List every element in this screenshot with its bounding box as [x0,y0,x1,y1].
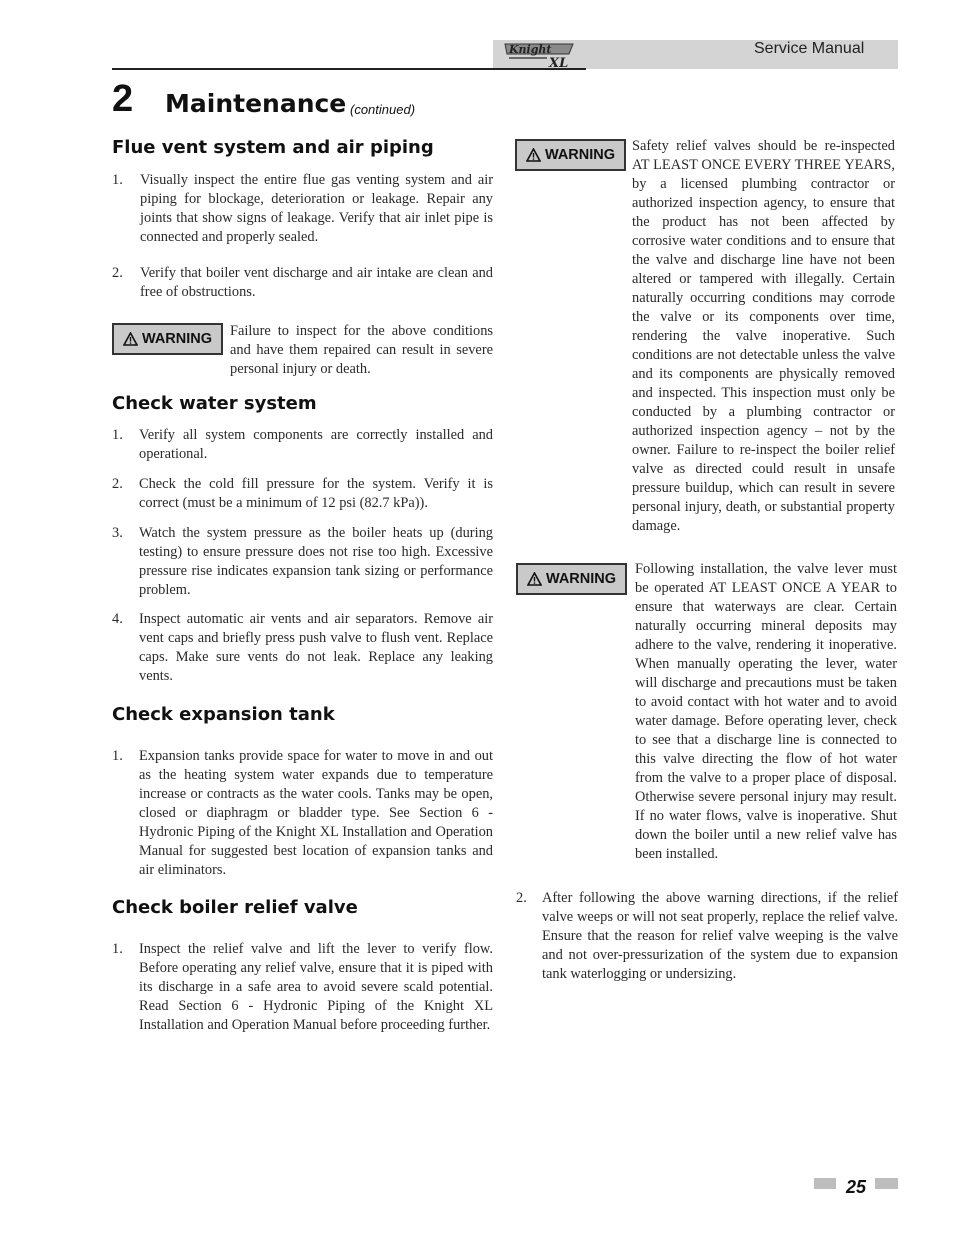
warning-text-valve-lever: Following installation, the valve lever must be operated AT LEAST ONCE A YEAR to ensure that waterways are clear. Certain naturally occurring mineral deposits may adhere to the valve, rendering it inoperative. When manually operating the lever, water will discharge and precautions must be taken to avoid contact with hot water and to avoid water damage. Before operating lever, check to see that a discharge line is connected to this valve directing the flow of hot water from the valve to a proper place of disposal. Otherwise severe personal injury may result. If no water flows, valve is inoperative. Shut down the boiler until a new relief valve has been installed. [635,561,897,862]
page-number: 25 [846,1177,867,1197]
heading-relief-valve: Check boiler relief valve [112,897,358,918]
list-number: 1. [112,748,123,764]
list-number: 2. [112,265,123,281]
svg-text:XL: XL [549,56,569,69]
warning-badge [516,563,627,595]
list-item: Visually inspect the entire flue gas venting system and air piping for blockage, deterioration or leakage. Repair any joints that show signs of leakage. Verify that air inlet pipe is connected and properly sealed. [140,172,493,245]
chapter-title: Maintenance [165,89,347,118]
list-item: Verify that boiler vent discharge and air intake are clean and free of obstructions. [140,265,493,300]
heading-flue-vent: Flue vent system and air piping [112,137,434,158]
heading-expansion-tank: Check expansion tank [112,704,335,725]
service-manual-label: Service Manual [754,40,865,57]
list-item: Inspect the relief valve and lift the lever to verify flow. Before operating any relief valve, ensure that it is piped with its discharge in a safe area to avoid severe scald potential. Read Section 6 - Hydronic Piping of the Knight XL Installation and Operation Manual before proceeding further. [139,941,493,1033]
warning-triangle-icon [123,332,138,346]
list-item: Check the cold fill pressure for the system. Verify it is correct (must be a minimum of 12 psi (82.7 kPa)). [139,476,493,511]
chapter-number: 2 [112,78,134,120]
warning-badge [112,323,223,355]
list-item: Inspect automatic air vents and air separators. Remove air vent caps and briefly press push valve to flush vent. Replace caps. Make sure vents do not leak. Replace any leaking vents. [139,611,493,684]
svg-text:Knight: Knight [509,43,552,56]
list-number: 2. [112,476,123,492]
list-number: 1. [112,941,123,957]
warning-label: WARNING [544,147,616,163]
list-number: 4. [112,611,123,627]
warning-label: WARNING [141,331,213,347]
list-item: Verify all system components are correctly installed and operational. [139,427,493,462]
list-number: 3. [112,525,123,541]
warning-text-relief-reinspect: Safety relief valves should be re-inspected AT LEAST ONCE EVERY THREE YEARS, by a licensed plumbing contractor or authorized inspection agency, to ensure that the product has not been affected by corrosive water conditions and to ensure that the valve and discharge line have not been altered or tampered with illegally. Certain naturally occurring conditions may corrode the valve or its components over time, rendering the valve inoperative. Such conditions are not detectable unless the valve and its components are physically removed and inspected. This inspection must only be conducted by a plumbing contractor or authorized inspection agency – not by the owner. Failure to re-inspect the boiler relief valve as directed could result in unsafe pressure buildup, which can result in severe personal injury, death, or substantial property damage. [632,138,895,534]
list-number: 1. [112,427,123,443]
chapter-continued: (continued) [350,102,416,117]
heading-water-system: Check water system [112,393,317,414]
list-number: 2. [516,890,527,906]
warning-triangle-icon [526,148,541,162]
footer-bar-right [875,1178,898,1189]
list-item: Expansion tanks provide space for water to move in and out as the heating system water expands due to temperature increase or contracts as the water cools. Tanks may be open, closed or diaphragm or bladder type. See Section 6 - Hydronic Piping of the Knight XL Installation and Operation Manual for suggested best location of expansion tanks and air eliminators. [139,748,493,878]
warning-triangle-icon [527,572,542,586]
footer-bar-left [814,1178,836,1189]
list-number: 1. [112,172,123,188]
knight-xl-logo [503,41,577,69]
list-item: After following the above warning directions, if the relief valve weeps or will not seat properly, replace the relief valve. Ensure that the reason for relief valve weeping is the valve and not over-pressurization of the system due to expansion tank waterlogging or undersizing. [542,890,898,982]
warning-label: WARNING [545,571,617,587]
list-item: Watch the system pressure as the boiler heats up (during testing) to ensure pressure does not rise too high. Excessive pressure rise indicates expansion tank sizing or performance problem. [139,525,493,598]
warning-badge [515,139,626,171]
warning-text: Failure to inspect for the above conditions and have them repaired can result in severe personal injury or death. [230,323,493,377]
